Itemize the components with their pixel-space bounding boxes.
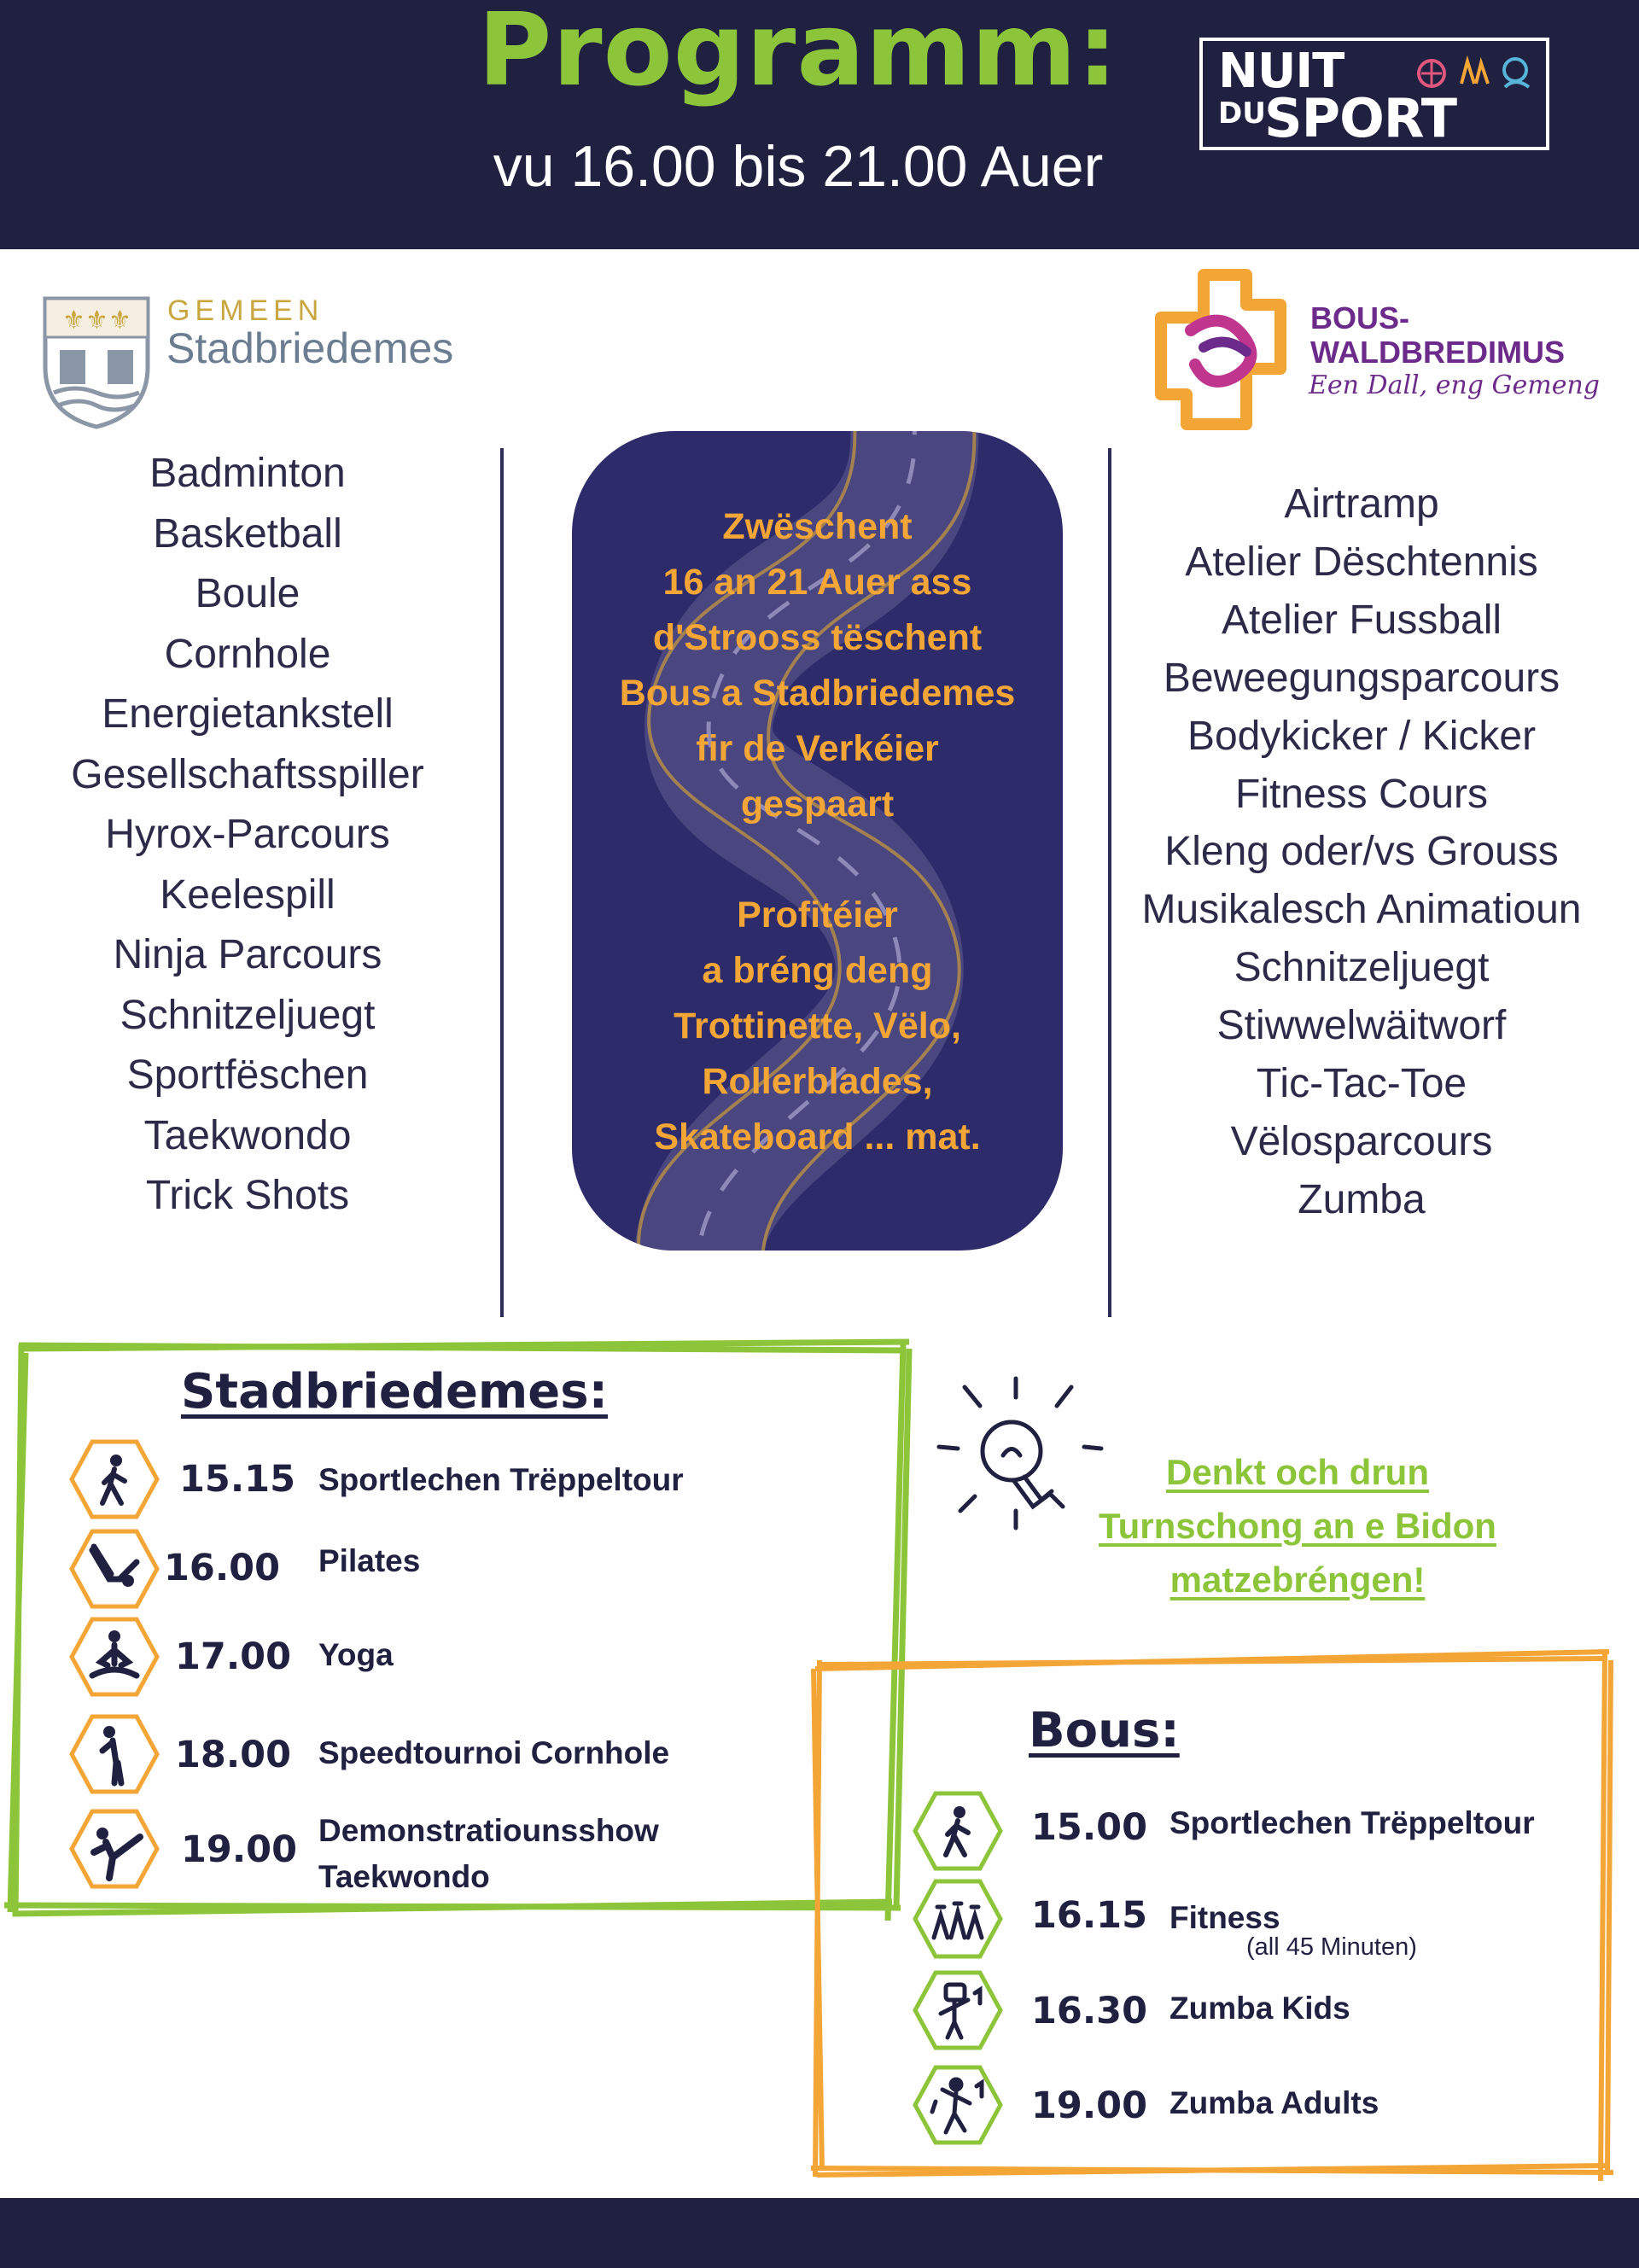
reminder-line: Denkt och drun bbox=[1165, 1452, 1429, 1492]
list-item: Schnitzeljuegt bbox=[1234, 945, 1490, 991]
schedule-event: Sportlechen Trëppeltour bbox=[318, 1462, 684, 1497]
schedule-time: 17.00 bbox=[175, 1635, 292, 1678]
stadbriedemes-logo bbox=[41, 294, 502, 431]
list-item: Boule bbox=[195, 571, 300, 616]
list-item: Trick Shots bbox=[145, 1173, 350, 1218]
road-closure-card bbox=[572, 431, 1063, 1251]
list-item: Musikalesch Animatioun bbox=[1141, 887, 1582, 933]
text-line: Trottinette, Vëlo, bbox=[674, 1006, 961, 1047]
list-item: Kleng oder/vs Grouss bbox=[1164, 829, 1559, 875]
text-line: fir de Verkéier bbox=[696, 728, 939, 769]
text-line: Profitéier bbox=[737, 895, 898, 936]
list-item: Schnitzeljuegt bbox=[120, 992, 376, 1038]
list-item: Beweegungsparcours bbox=[1163, 655, 1560, 701]
schedule-time: 16.15 bbox=[1031, 1894, 1148, 1937]
svg-text:⚜: ⚜ bbox=[108, 306, 131, 335]
schedule-event: Sportlechen Trëppeltour bbox=[1169, 1805, 1535, 1840]
schedule-time: 16.00 bbox=[164, 1547, 281, 1589]
list-item: Vëlosparcours bbox=[1230, 1118, 1493, 1164]
taekwondo-kick-icon bbox=[68, 1808, 160, 1890]
logo-word-du: DU bbox=[1218, 96, 1266, 131]
list-item: Hyrox-Parcours bbox=[105, 812, 390, 857]
schedule-time: 19.00 bbox=[1031, 2084, 1148, 2127]
list-item: Energietankstell bbox=[102, 691, 394, 737]
schedule-title-bous: Bous: bbox=[1029, 1703, 1180, 1758]
bous-waldbredimus-logo bbox=[1152, 266, 1613, 437]
schedule-time: 15.15 bbox=[179, 1458, 296, 1501]
schedule-event: Zumba Kids bbox=[1169, 1991, 1350, 2026]
cornhole-thrower-icon bbox=[68, 1713, 160, 1795]
list-item: Atelier Dëschtennis bbox=[1185, 539, 1538, 585]
list-item: Gesellschaftsspiller bbox=[71, 751, 424, 797]
page-title: Programm: bbox=[477, 0, 1119, 108]
list-item: Bodykicker / Kicker bbox=[1187, 713, 1537, 759]
text-line: d'Strooss tëschent bbox=[652, 617, 983, 658]
text-line: Skateboard ... mat. bbox=[654, 1117, 981, 1157]
road-closure-text bbox=[572, 499, 1063, 832]
zumba-dancer-icon bbox=[912, 2064, 1004, 2146]
logo-bous-name-line2: WALDBREDIMUS bbox=[1310, 335, 1565, 370]
list-item: Basketball bbox=[153, 510, 342, 557]
page-subtitle: vu 16.00 bis 21.00 Auer bbox=[493, 134, 1104, 199]
schedule-time: 16.30 bbox=[1031, 1990, 1148, 2032]
schedule-event: Pilates bbox=[318, 1543, 421, 1578]
schedule-event: Yoga bbox=[318, 1637, 394, 1672]
fitness-group-icon bbox=[912, 1878, 1004, 1960]
svg-text:⚜: ⚜ bbox=[62, 306, 85, 335]
zumba-kids-icon bbox=[912, 1969, 1004, 2051]
svg-text:⚜: ⚜ bbox=[85, 306, 108, 335]
pilates-pose-icon bbox=[68, 1528, 160, 1610]
list-item: Sportfëschen bbox=[126, 1052, 369, 1098]
footer-banner bbox=[0, 2198, 1639, 2268]
schedule-event: Fitness bbox=[1169, 1900, 1280, 1935]
bring-vehicles-text bbox=[572, 888, 1063, 1165]
activities-list-bous bbox=[1110, 475, 1613, 1229]
logo-gemeen-label: GEMEEN bbox=[167, 294, 324, 327]
schedule-event-line2: Taekwondo bbox=[318, 1859, 490, 1894]
list-item: Zumba bbox=[1298, 1176, 1426, 1222]
logo-bous-name-line1: BOUS- bbox=[1310, 300, 1409, 335]
list-item: Airtramp bbox=[1284, 481, 1439, 527]
text-line: Zwëschent bbox=[722, 506, 913, 547]
municipal-crest-icon bbox=[41, 294, 152, 431]
list-item: Fitness Cours bbox=[1234, 771, 1489, 817]
logo-stadbriedemes-label: Stadbriedemes bbox=[166, 324, 454, 372]
bous-waldbredimus-mark-icon bbox=[1152, 266, 1289, 437]
list-item: Cornhole bbox=[164, 631, 331, 677]
walking-person-icon bbox=[912, 1790, 1004, 1872]
schedule-time: 19.00 bbox=[181, 1828, 298, 1871]
schedule-event: Zumba Adults bbox=[1169, 2085, 1379, 2120]
schedule-time: 18.00 bbox=[175, 1734, 292, 1776]
logo-bous-tagline: Een Dall, eng Gemeng bbox=[1309, 370, 1600, 400]
yoga-meditation-icon bbox=[68, 1616, 160, 1698]
nuit-du-sport-logo bbox=[1199, 38, 1549, 150]
text-line: gespaart bbox=[740, 784, 895, 825]
text-line: Bous a Stadbriedemes bbox=[619, 673, 1016, 714]
sport-doodles-icon bbox=[1414, 53, 1543, 92]
activities-list-stadbriedemes bbox=[26, 444, 470, 1227]
list-item: Tic-Tac-Toe bbox=[1256, 1061, 1467, 1107]
schedule-time: 15.00 bbox=[1031, 1806, 1148, 1849]
walking-person-icon bbox=[68, 1438, 160, 1520]
logo-word-sport: SPORT bbox=[1264, 87, 1457, 149]
divider-left bbox=[500, 448, 504, 1317]
reminder-line: matzebréngen! bbox=[1169, 1560, 1426, 1600]
schedule-event: Speedtournoi Cornhole bbox=[318, 1735, 670, 1770]
reminder-text bbox=[1050, 1445, 1545, 1606]
list-item: Atelier Fussball bbox=[1221, 597, 1502, 643]
logo-word-nuit: NUIT bbox=[1218, 44, 1344, 99]
list-item: Stiwwelwäitworf bbox=[1216, 1003, 1507, 1049]
schedule-event-note: (all 45 Minuten) bbox=[1246, 1933, 1417, 1961]
reminder-line: Turnschong an e Bidon bbox=[1099, 1506, 1496, 1546]
text-line: Rollerblades, bbox=[702, 1061, 933, 1102]
text-line: 16 an 21 Auer ass bbox=[662, 562, 972, 603]
list-item: Keelespill bbox=[160, 872, 335, 918]
list-item: Ninja Parcours bbox=[113, 932, 382, 977]
list-item: Taekwondo bbox=[143, 1112, 352, 1158]
schedule-title-stadbriedemes: Stadbriedemes: bbox=[181, 1364, 608, 1420]
schedule-event: Demonstratiounsshow bbox=[318, 1813, 659, 1848]
list-item: Badminton bbox=[149, 451, 346, 496]
text-line: a bréng deng bbox=[702, 950, 933, 991]
